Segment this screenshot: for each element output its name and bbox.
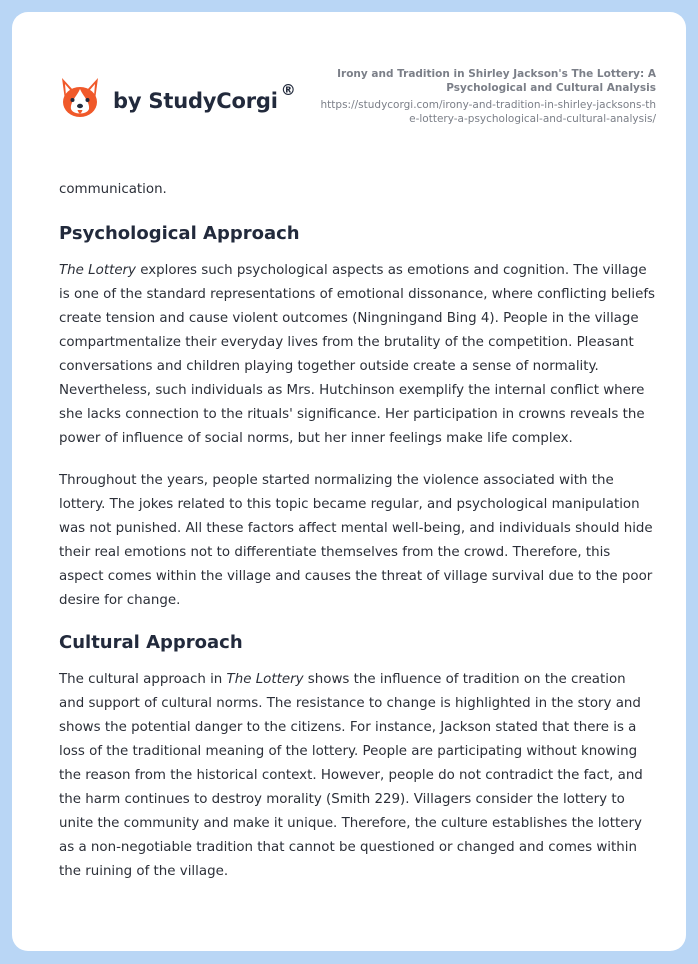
paragraph-cultural-1 bbox=[59, 668, 655, 884]
document-title: Irony and Tradition in Shirley Jackson's The Lottery: A Psychological and Cultural Analysis bbox=[337, 68, 656, 94]
heading-psychological-approach: Psychological Approach bbox=[59, 223, 300, 244]
paragraph-psychological-2: Throughout the years, people started normalizing the violence associated with the lottery. The jokes related to this topic became regular, and psychological manipulation was not punished. All these factors affect mental well-being, and individuals should hide their real emotions not to differentiate themselves from the crowd. Therefore, this aspect comes within the village and causes the threat of village survival due to the poor desire for change. bbox=[59, 473, 653, 608]
corgi-icon bbox=[59, 76, 101, 122]
document-body bbox=[59, 178, 655, 884]
paragraph-text: The cultural approach in bbox=[59, 672, 227, 687]
paragraph-intro-tail: communication. bbox=[59, 182, 167, 197]
document-url[interactable]: https://studycorgi.com/irony-and-tradition-in-shirley-jacksons-the-lottery-a-psychological-and-cultural-analysis/ bbox=[320, 99, 656, 125]
document-header-info bbox=[316, 67, 656, 126]
studycorgi-logo[interactable] bbox=[59, 76, 296, 122]
italic-title: The Lottery bbox=[59, 263, 136, 278]
paragraph-text: explores such psychological aspects as emotions and cognition. The village is one of the standard representations of emotional dissonance, where conflicting beliefs create tension and cause violent outcomes (Ningningand Bing 4). People in the village compartmentalize their everyday lives from the brutality of the competition. Pleasant conversations and children playing together outside create a sense of normality. Nevertheless, such individuals as Mrs. Hutchinson exemplify the internal conflict where she lacks connection to the rituals' significance. Her participation in crowns reveals the power of influence of social norms, but her inner feelings make life complex. bbox=[59, 263, 656, 446]
document-page bbox=[12, 12, 686, 951]
logo-text: by StudyCorgi bbox=[113, 88, 278, 113]
registered-mark: ® bbox=[280, 81, 296, 99]
paragraph-psychological-1 bbox=[59, 259, 655, 451]
heading-cultural-approach: Cultural Approach bbox=[59, 632, 243, 653]
paragraph-text: shows the influence of tradition on the creation and support of cultural norms. The resistance to change is highlighted in the story and shows the potential danger to the citizens. For instance, Jackson stated that there is a loss of the traditional meaning of the lottery. People are participating without knowing the reason from the historical context. However, people do not contradict the fact, and the harm continues to destroy morality (Smith 229). Villagers consider the lottery to unite the community and make it unique. Therefore, the culture establishes the lottery as a non-negotiable tradition that cannot be questioned or changed and comes within the ruining of the village. bbox=[59, 672, 643, 879]
italic-title: The Lottery bbox=[226, 672, 304, 687]
